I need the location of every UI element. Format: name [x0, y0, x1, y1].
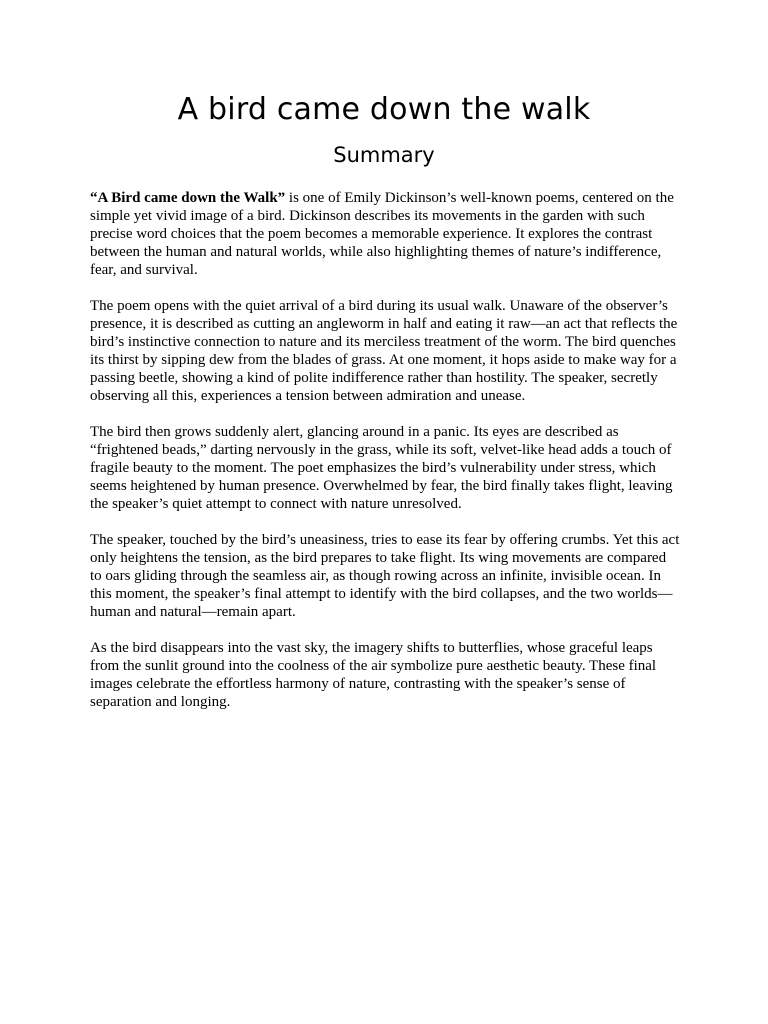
paragraph-alert: The bird then grows suddenly alert, glancing around in a panic. Its eyes are described as “frightened beads,” darting nervously in the grass, while its soft, velvet-like head adds a touch of fragile beauty to the moment. The poet emphasizes the bird’s vulnerability under stress, which seems heightened by human presence. Overwhelmed by fear, the bird finally takes flight, leaving the speaker’s quiet attempt to connect with nature unresolved.	[90, 424, 673, 512]
document-title: A bird came down the walk	[177, 92, 591, 127]
document-body	[90, 189, 680, 729]
document-subtitle: Summary	[333, 143, 435, 167]
paragraph-crumbs: The speaker, touched by the bird’s uneasiness, tries to ease its fear by offering crumbs. Yet this act only heightens the tension, as the bird prepares to take flight. Its wing movements are compared to oars gliding through the seamless air, as though rowing across an infinite, invisible ocean. In this moment, the speaker’s final attempt to identify with the bird collapses, and the two worlds—human and natural—remain apart.	[90, 532, 680, 620]
paragraph-intro	[90, 189, 680, 279]
paragraph-intro-text: is one of Emily Dickinson’s well-known poems, centered on the simple yet vivid image of a bird. Dickinson describes its movements in the garden with such precise word choices that the poem becomes a memorable experience. It explores the contrast between the human and natural worlds, while also highlighting themes of nature’s indifference, fear, and survival.	[90, 190, 674, 278]
poem-title-bold: “A Bird came down the Walk”	[90, 190, 286, 206]
paragraph-opening: The poem opens with the quiet arrival of a bird during its usual walk. Unaware of the observer’s presence, it is described as cutting an angleworm in half and eating it raw—an act that reflects the bird’s instinctive connection to nature and its merciless treatment of the worm. The bird quenches its thirst by sipping dew from the blades of grass. At one moment, it hops aside to make way for a passing beetle, showing a kind of polite indifference rather than hostility. The speaker, secretly observing all this, experiences a tension between admiration and unease.	[90, 298, 678, 404]
paragraph-butterflies: As the bird disappears into the vast sky, the imagery shifts to butterflies, whose graceful leaps from the sunlit ground into the coolness of the air symbolize pure aesthetic beauty. These final images celebrate the effortless harmony of nature, contrasting with the speaker’s sense of separation and longing.	[90, 640, 657, 710]
